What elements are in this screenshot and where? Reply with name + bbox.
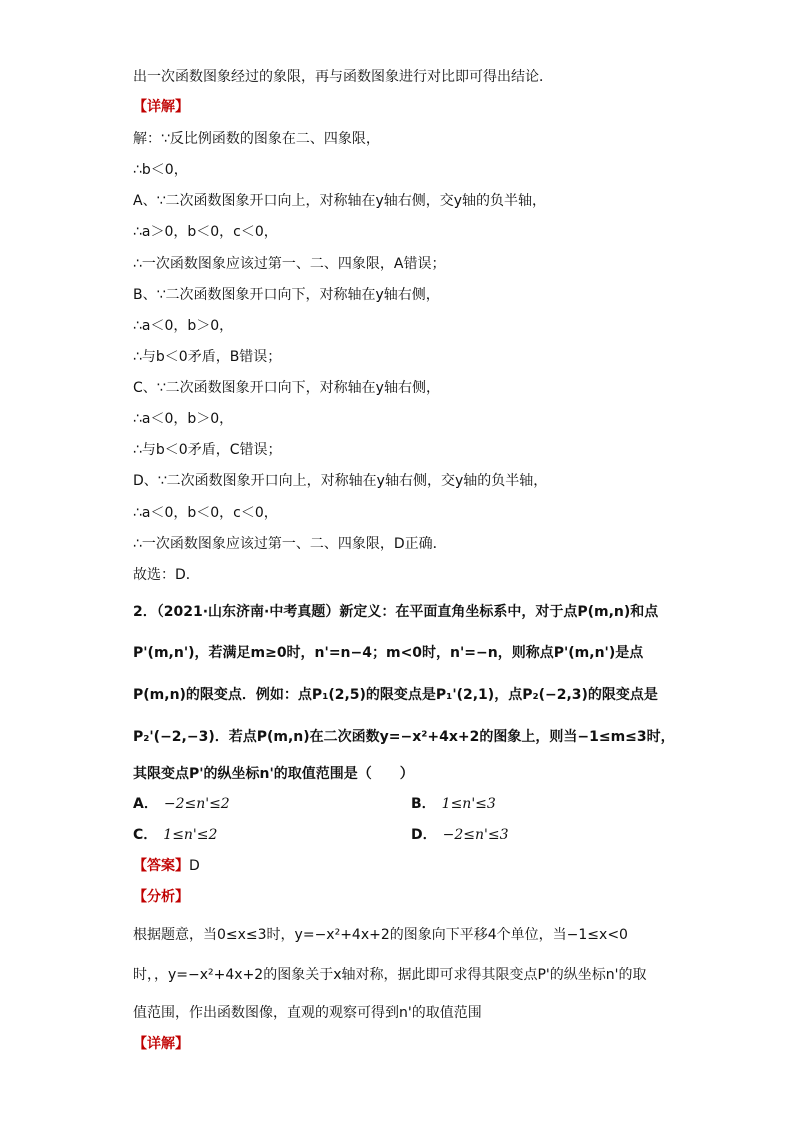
question-line: P'(m,n')，若满足m≥0时，n'=n−4；m<0时，n'=−n，则称点P'(m,n')是点 [133,645,644,661]
solution-line: A、∵二次函数图象开口向上，对称轴在y轴右侧，交y轴的负半轴， [133,193,547,209]
analysis-line: 根据题意，当0≤x≤3时，y=−x²+4x+2的图象向下平移4个单位，当−1≤x<0 [133,927,628,943]
solution-line: D、∵二次函数图象开口向上，对称轴在y轴右侧，交y轴的负半轴， [133,473,548,489]
question-line: 其限变点P'的纵坐标n'的取值范围是（ ） [133,766,414,782]
solution-line: ∴a＜0，b＜0，c＜0， [133,505,278,521]
option-b [411,794,496,814]
solution-line: ∴b＜0， [133,162,188,178]
option-label: C． [133,827,158,843]
question-line: P(m,n)的限变点．例如：点P₁(2,5)的限变点是P₁'(2,1)，点P₂(−2,3)的限变点是 [133,687,658,703]
solution-line: ∴a＜0，b＞0， [133,411,234,427]
question-line: P₂'(−2,−3)．若点P(m,n)在二次函数y=−x²+4x+2的图象上，则当−1≤m≤3时， [133,729,675,745]
solution-line: ∴一次函数图象应该过第一、二、四象限，D正确． [133,536,447,552]
solution-line: ∴a＜0，b＞0， [133,318,234,334]
answer-tag: 【答案】 [133,858,189,874]
option-text: −2≤n'≤3 [442,827,509,843]
analysis-heading: 【分析】 [133,889,189,905]
option-text: −2≤n'≤2 [163,796,230,812]
analysis-line: 时，，y=−x²+4x+2的图象关于x轴对称，据此即可求得其限变点P'的纵坐标n'的取 [133,967,647,983]
option-text: 1≤n'≤3 [441,796,496,812]
answer-value: D [189,858,200,874]
solution-line: ∴一次函数图象应该过第一、二、四象限，A错误； [133,256,446,272]
option-d [411,825,509,845]
intro-text: 出一次函数图象经过的象限，再与函数图象进行对比即可得出结论． [133,69,553,85]
option-text: 1≤n'≤2 [163,827,218,843]
solution-line: 解：∵反比例函数的图象在二、四象限， [133,131,380,147]
solution-line: ∴与b＜0矛盾，C错误； [133,442,282,458]
solution-line: ∴a＞0，b＜0，c＜0， [133,224,278,240]
solution-line: ∴与b＜0矛盾，B错误； [133,349,282,365]
question-line: 2．（2021·山东济南·中考真题）新定义：在平面直角坐标系中，对于点P(m,n)和点 [133,604,659,620]
analysis-line: 值范围，作出函数图像，直观的观察可得到n'的取值范围 [133,1005,482,1021]
option-a [133,794,230,814]
solution-line: C、∵二次函数图象开口向下，对称轴在y轴右侧， [133,380,440,396]
detail-heading: 【详解】 [133,99,189,115]
answer-row [133,856,200,876]
option-label: D． [411,827,437,843]
solution-line: B、∵二次函数图象开口向下，对称轴在y轴右侧， [133,287,440,303]
option-label: A． [133,796,158,812]
option-label: B． [411,796,436,812]
detail-heading-2: 【详解】 [133,1036,189,1052]
solution-line: 故选：D． [133,567,200,583]
option-c [133,825,217,845]
